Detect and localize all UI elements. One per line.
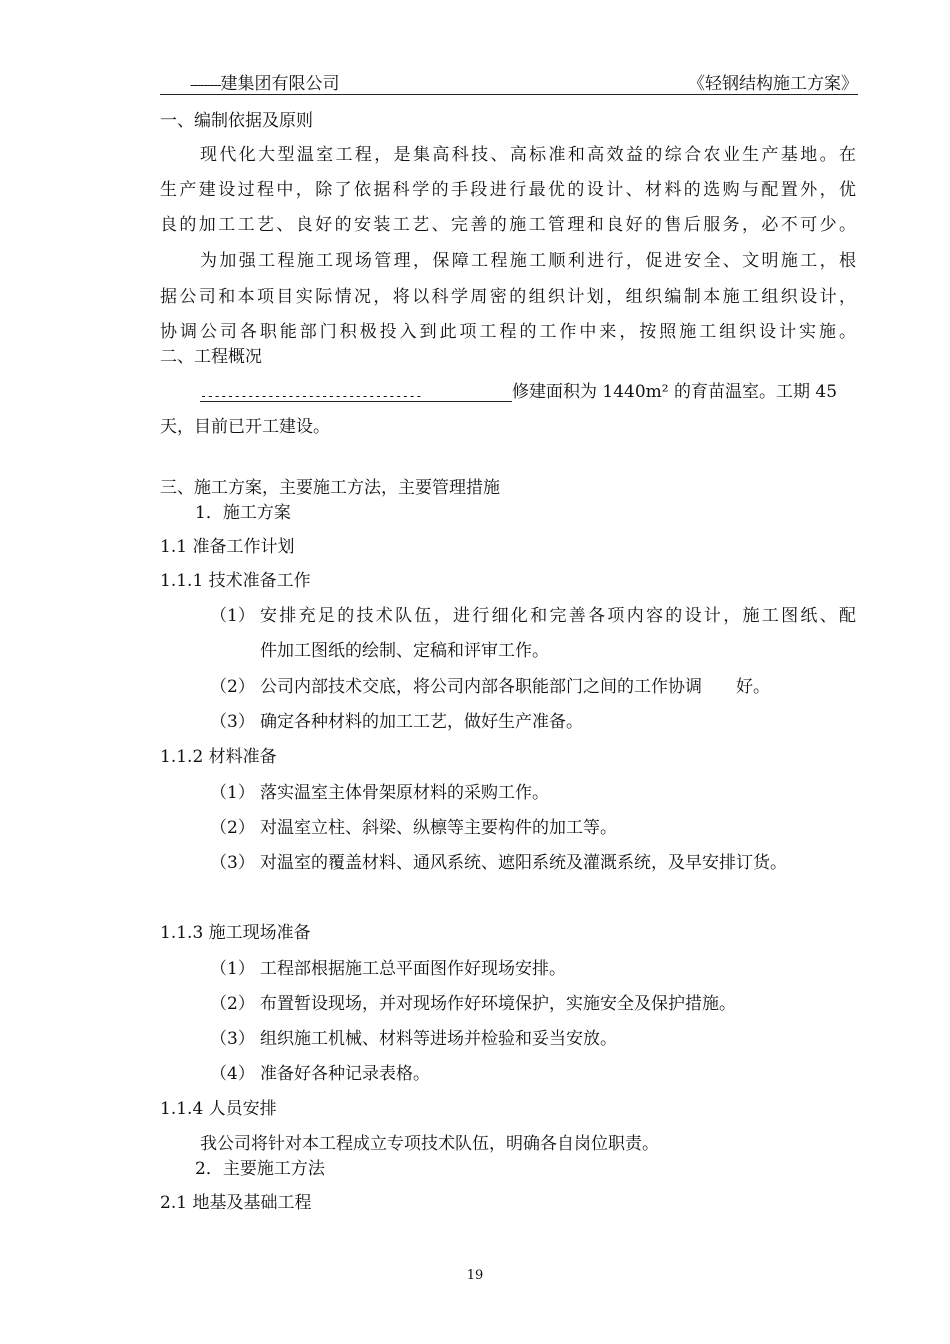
subsection-1-title: 1．施工方案 xyxy=(195,503,291,523)
header-company-name: 建集团有限公司 xyxy=(220,74,340,94)
list-item: 对温室立柱、斜梁、纵檩等主要构件的加工等。 xyxy=(260,818,617,838)
list-item: 公司内部技术交底，将公司内部各职能部门之间的工作协调 好。 xyxy=(260,677,770,697)
list-item: 确定各种材料的加工工艺，做好生产准备。 xyxy=(260,712,583,732)
paragraph-line: 生产建设过程中，除了依据科学的手段进行最优的设计、材料的选购与配置外，优 xyxy=(160,180,856,200)
heading-1-1-3: 1.1.3 施工现场准备 xyxy=(160,923,311,943)
paragraph-line: 协调公司各职能部门积极投入到此项工程的工作中来，按照施工组织设计实施。 xyxy=(160,322,856,342)
list-item: 对温室的覆盖材料、通风系统、遮阳系统及灌溉系统，及早安排订货。 xyxy=(260,853,787,873)
list-number: （1） xyxy=(210,959,255,979)
list-number: （1） xyxy=(210,606,255,626)
paragraph-line: 现代化大型温室工程，是集高科技、高标准和高效益的综合农业生产基地。在 xyxy=(200,145,856,165)
list-number: （3） xyxy=(210,712,255,732)
heading-1-1-2: 1.1.2 材料准备 xyxy=(160,747,277,767)
heading-1-1: 1.1 准备工作计划 xyxy=(160,537,295,557)
list-item: 工程部根据施工总平面图作好现场安排。 xyxy=(260,959,566,979)
header-company-dashes: --------- xyxy=(190,78,221,93)
list-number: （2） xyxy=(210,677,255,697)
redacted-project-name: --------------------------------- xyxy=(200,385,512,402)
paragraph-line: 良的加工工艺、良好的安装工艺、完善的施工管理和良好的售后服务，必不可少。 xyxy=(160,215,856,235)
list-number: （3） xyxy=(210,1029,255,1049)
list-item: 安排充足的技术队伍，进行细化和完善各项内容的设计，施工图纸、配 xyxy=(260,606,856,626)
subsection-2-title: 2．主要施工方法 xyxy=(195,1159,325,1179)
paragraph-line: 为加强工程施工现场管理，保障工程施工顺利进行，促进安全、文明施工，根 xyxy=(200,251,856,271)
header-doc-title: 《轻钢结构施工方案》 xyxy=(688,74,858,94)
overview-line-2: 天，目前已开工建设。 xyxy=(160,417,330,437)
list-item: 组织施工机械、材料等进场并检验和妥当安放。 xyxy=(260,1029,617,1049)
page-header xyxy=(160,66,858,95)
page-number: 19 xyxy=(466,1268,484,1283)
paragraph-line: 我公司将针对本工程成立专项技术队伍，明确各自岗位职责。 xyxy=(200,1134,659,1154)
heading-2-1: 2.1 地基及基础工程 xyxy=(160,1193,312,1213)
header-company xyxy=(190,69,340,94)
list-item: 落实温室主体骨架原材料的采购工作。 xyxy=(260,783,549,803)
list-number: （2） xyxy=(210,818,255,838)
list-item: 布置暂设现场，并对现场作好环境保护，实施安全及保护措施。 xyxy=(260,994,736,1014)
list-item-continuation: 件加工图纸的绘制、定稿和评审工作。 xyxy=(260,641,549,661)
list-number: （2） xyxy=(210,994,255,1014)
section-2-title: 二、工程概况 xyxy=(160,347,262,367)
list-number: （3） xyxy=(210,853,255,873)
overview-line-1: 修建面积为 1440m² 的育苗温室。工期 45 xyxy=(512,382,838,402)
heading-1-1-1: 1.1.1 技术准备工作 xyxy=(160,571,311,591)
section-1-title: 一、编制依据及原则 xyxy=(160,111,313,131)
list-number: （1） xyxy=(210,783,255,803)
section-3-title: 三、施工方案，主要施工方法，主要管理措施 xyxy=(160,478,500,498)
heading-1-1-4: 1.1.4 人员安排 xyxy=(160,1099,277,1119)
list-item: 准备好各种记录表格。 xyxy=(260,1064,430,1084)
list-number: （4） xyxy=(210,1064,255,1084)
paragraph-line: 据公司和本项目实际情况，将以科学周密的组织计划，组织编制本施工组织设计， xyxy=(160,287,856,307)
